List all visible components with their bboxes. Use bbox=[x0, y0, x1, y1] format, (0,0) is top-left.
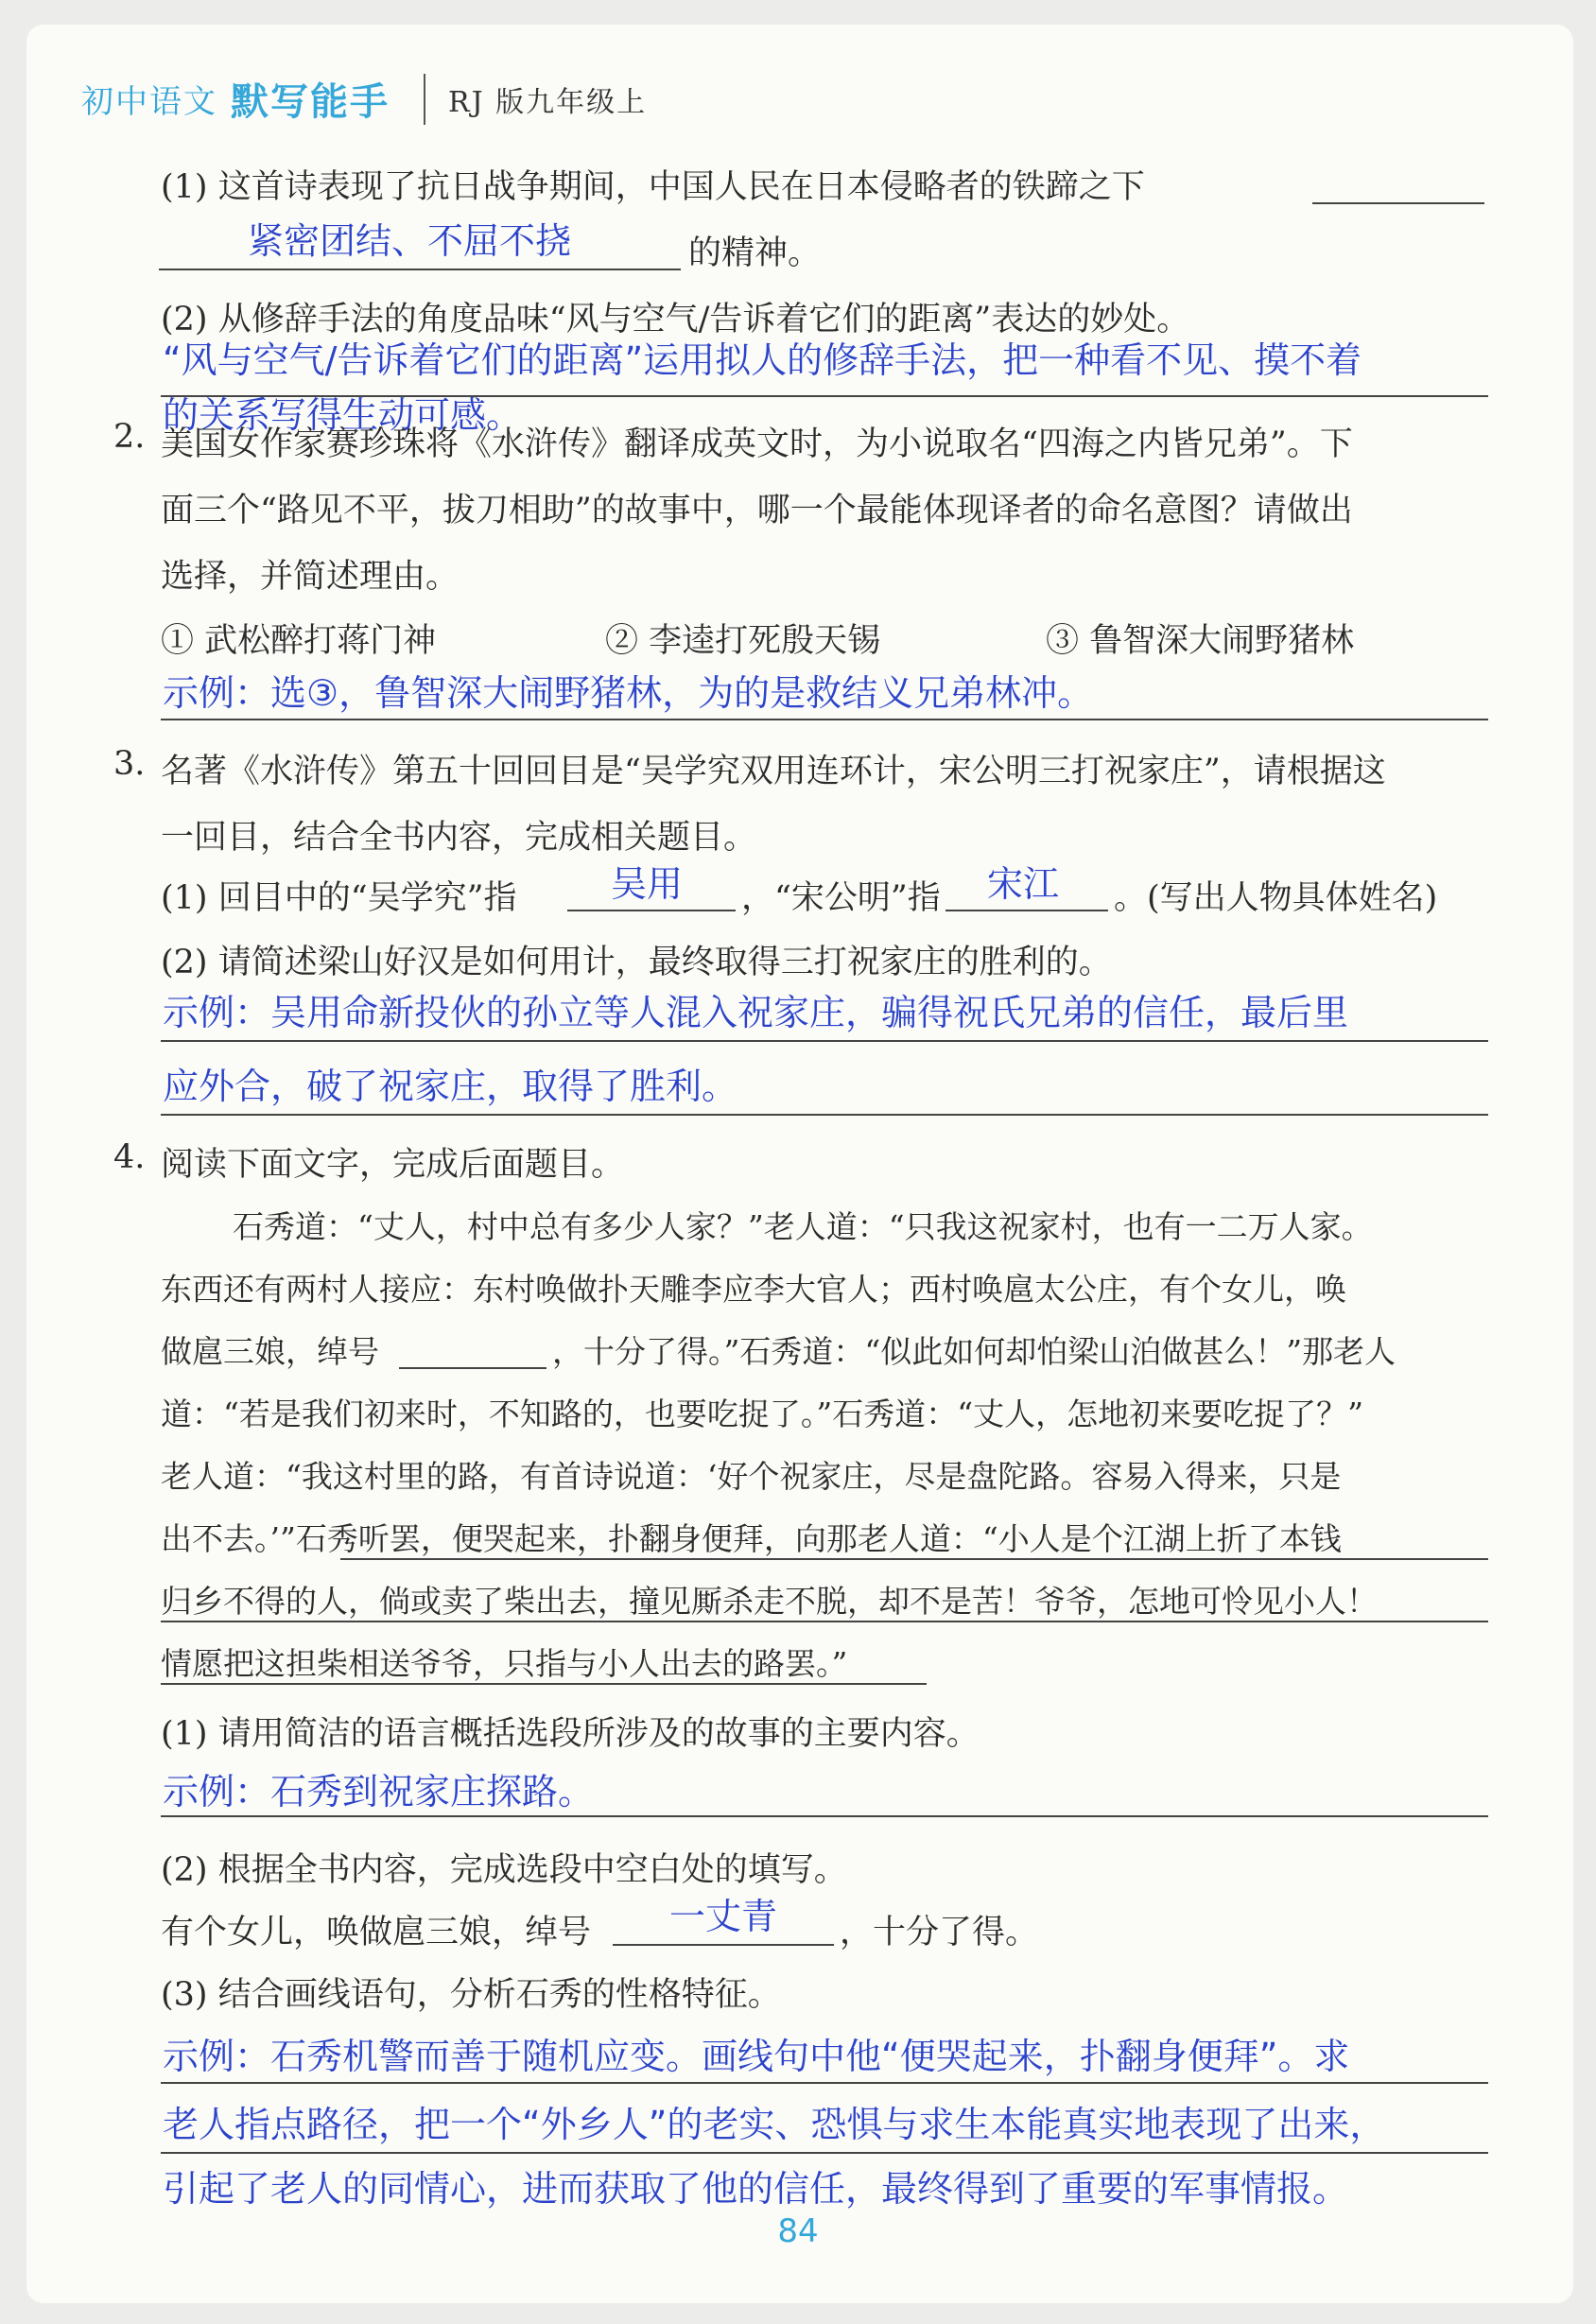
q4-intro: 阅读下面文字，完成后面题目。 bbox=[161, 1146, 625, 1184]
q3-part1-answer-2: 宋江 bbox=[987, 863, 1060, 905]
q2-number: 2. bbox=[113, 418, 146, 456]
q1-part1-answer: 紧密团结、不屈不挠 bbox=[248, 220, 572, 262]
page-header bbox=[81, 72, 647, 126]
q1-part2-text: (2) 从修辞手法的角度品味“风与空气/告诉着它们的距离”表达的妙处。 bbox=[161, 301, 1190, 338]
q4-passage-line: ，十分了得。”石秀道：“似此如何却怕梁山泊做甚么！”那老人 bbox=[552, 1333, 1396, 1370]
q4-passage-line: 老人道：“我这村里的路，有首诗说道：‘好个祝家庄，尽是盘陀路。容易入得来，只是 bbox=[161, 1458, 1342, 1495]
header-edition: RJ 版九年级上 bbox=[448, 85, 648, 119]
q3-part2-text: (2) 请简述梁山好汉是如何用计，最终取得三打祝家庄的胜利的。 bbox=[161, 944, 1112, 981]
passage-underline bbox=[161, 1683, 927, 1689]
q3-line1: 名著《水浒传》第五十回回目是“吴学究双用连环计，宋公明三打祝家庄”，请根据这 bbox=[161, 753, 1386, 790]
q1-part1-tail: 的精神。 bbox=[688, 234, 822, 272]
header-divider bbox=[424, 74, 425, 125]
q3-part1-c: 。(写出人物具体姓名) bbox=[1114, 879, 1438, 917]
passage-underline bbox=[161, 1621, 1488, 1626]
q4-part2-b: ，十分了得。 bbox=[840, 1914, 1039, 1951]
q3-part1-answer-1: 吴用 bbox=[611, 863, 684, 905]
q1-part1-text: (1) 这首诗表现了抗日战争期间，中国人民在日本侵略者的铁蹄之下 bbox=[161, 168, 1145, 206]
q4-part1-text: (1) 请用简洁的语言概括选段所涉及的故事的主要内容。 bbox=[161, 1715, 980, 1753]
q4-part2-a: 有个女儿，唤做扈三娘，绰号 bbox=[161, 1914, 592, 1951]
q3-part2-answer-line2: 应外合，破了祝家庄，取得了胜利。 bbox=[163, 1066, 738, 1107]
q1-part2-answer-line2: 的关系写得生动可感。 bbox=[163, 394, 523, 436]
q4-part1-answer: 示例：石秀到祝家庄探路。 bbox=[163, 1771, 595, 1812]
q2-answer: 示例：选③，鲁智深大闹野猪林，为的是救结义兄弟林冲。 bbox=[163, 672, 1094, 714]
q4-passage-line: 情愿把这担柴相送爷爷，只指与小人出去的路罢。” bbox=[161, 1645, 848, 1682]
q4-part2-answer: 一丈青 bbox=[669, 1896, 778, 1937]
q4-part3-answer-line3: 引起了老人的同情心，进而获取了他的信任，最终得到了重要的军事情报。 bbox=[163, 2168, 1349, 2210]
q2-line3: 选择，并简述理由。 bbox=[161, 558, 460, 596]
answer-line bbox=[161, 1815, 1488, 1817]
q1-part1-blank-b bbox=[159, 269, 681, 270]
q3-line2: 一回目，结合全书内容，完成相关题目。 bbox=[161, 819, 757, 857]
q2-option-3: ③ 鲁智深大闹野猪林 bbox=[1046, 622, 1355, 660]
q3-part2-answer-line1: 示例：吴用命新投伙的孙立等人混入祝家庄，骗得祝氏兄弟的信任，最后里 bbox=[163, 992, 1349, 1033]
q4-passage-line: 归乡不得的人，倘或卖了柴出去，撞见厮杀走不脱，却不是苦！爷爷，怎地可怜见小人！ bbox=[161, 1583, 1378, 1620]
q4-passage-line: 出不去。’”石秀听罢，便哭起来，扑翻身便拜，向那老人道：“小人是个江湖上折了本钱 bbox=[161, 1520, 1342, 1557]
q3-part1-blank-1 bbox=[567, 910, 736, 911]
q4-passage-blank bbox=[399, 1367, 546, 1369]
q4-passage-line: 道：“若是我们初来时，不知路的，也要吃捉了。”石秀道：“丈人，怎地初来要吃捉了？” bbox=[161, 1396, 1363, 1432]
answer-line bbox=[161, 2082, 1488, 2084]
q2-line1: 美国女作家赛珍珠将《水浒传》翻译成英文时，为小说取名“四海之内皆兄弟”。下 bbox=[161, 425, 1353, 463]
answer-line bbox=[161, 1114, 1488, 1116]
passage-underline bbox=[340, 1558, 1488, 1564]
q4-part3-answer-line1: 示例：石秀机警而善于随机应变。画线句中他“便哭起来，扑翻身便拜”。求 bbox=[163, 2036, 1350, 2077]
q3-part1-a: (1) 回目中的“吴学究”指 bbox=[161, 879, 517, 917]
q4-part3-answer-line2: 老人指点路径，把一个“外乡人”的老实、恐惧与求生本能真实地表现了出来， bbox=[163, 2104, 1386, 2145]
page-number: 84 bbox=[777, 2212, 819, 2250]
answer-line bbox=[161, 719, 1488, 720]
q2-line2: 面三个“路见不平，拔刀相助”的故事中，哪一个最能体现译者的命名意图？请做出 bbox=[161, 492, 1353, 529]
answer-line bbox=[161, 2152, 1488, 2154]
header-subject: 初中语文 bbox=[81, 83, 217, 121]
q2-option-1: ① 武松醉打蒋门神 bbox=[161, 622, 437, 660]
q4-part2-text: (2) 根据全书内容，完成选段中空白处的填写。 bbox=[161, 1851, 847, 1889]
q4-passage-line: 石秀道：“丈人，村中总有多少人家？”老人道：“只我这祝家村，也有一二万人家。 bbox=[233, 1208, 1373, 1245]
header-series: 默写能手 bbox=[231, 80, 390, 124]
q1-part1-blank-a bbox=[1312, 202, 1484, 204]
q3-part1-blank-2 bbox=[945, 910, 1108, 911]
q3-part1-b: ，“宋公明”指 bbox=[741, 879, 941, 917]
q4-passage-line: 东西还有两村人接应：东村唤做扑天雕李应李大官人；西村唤扈太公庄，有个女儿，唤 bbox=[161, 1271, 1346, 1308]
q4-part2-blank bbox=[613, 1944, 834, 1946]
answer-line bbox=[161, 1040, 1488, 1042]
q4-number: 4. bbox=[113, 1138, 146, 1176]
q4-passage-line: 做扈三娘，绰号 bbox=[161, 1333, 379, 1370]
q3-number: 3. bbox=[113, 745, 146, 783]
q2-option-2: ② 李逵打死殷天锡 bbox=[605, 622, 881, 660]
q1-part2-answer-line1: “风与空气/告诉着它们的距离”运用拟人的修辞手法，把一种看不见、摸不着 bbox=[163, 339, 1362, 381]
q4-part3-text: (3) 结合画线语句，分析石秀的性格特征。 bbox=[161, 1976, 781, 2014]
